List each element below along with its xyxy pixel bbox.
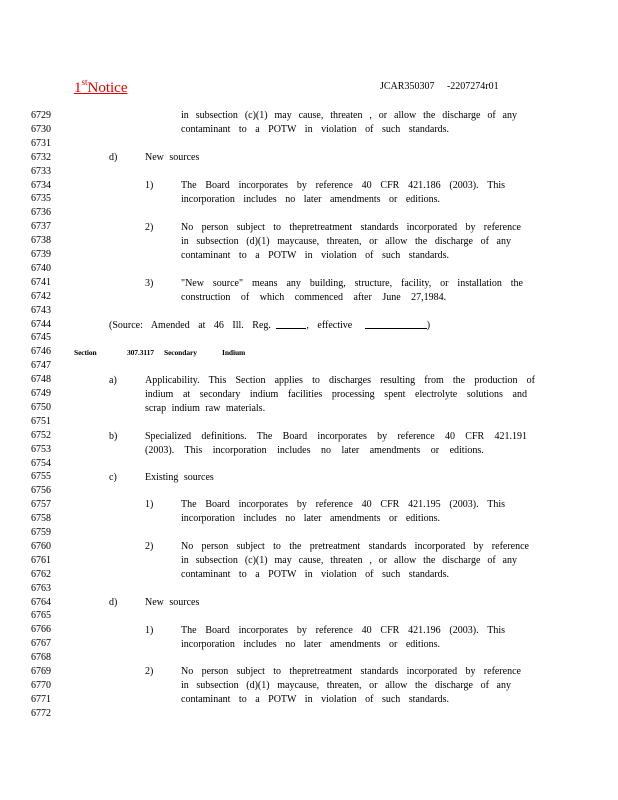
paragraph-line: (2003). This incorporation includes no later amendments or editions. xyxy=(145,445,484,456)
line-number: 6750 xyxy=(31,401,51,413)
line-number: 6765 xyxy=(31,610,51,622)
paragraph-line: construction of which commenced after June 27,1984. xyxy=(181,292,447,303)
subsection-title: New sources xyxy=(145,152,200,163)
paragraph-line: incorporation includes no later amendments or editions. xyxy=(181,194,440,205)
line-number: 6733 xyxy=(31,165,51,177)
subsection-title: New sources xyxy=(145,597,200,608)
line-number: 6748 xyxy=(31,374,51,386)
line-number: 6752 xyxy=(31,429,51,441)
paragraph-line: contaminant to a POTW in violation of such standards. xyxy=(181,569,450,580)
line-number: 6737 xyxy=(31,221,51,233)
line-number: 6760 xyxy=(31,540,51,552)
paragraph-line: No person subject to thepretreatment standards incorporated by reference xyxy=(181,222,521,233)
item-label: 3) xyxy=(145,278,154,289)
line-number: 6739 xyxy=(31,249,51,260)
line-number: 6745 xyxy=(31,332,51,344)
line-number: 6769 xyxy=(31,666,51,677)
line-number: 6746 xyxy=(31,346,51,358)
subsection-label: a) xyxy=(109,375,117,386)
notice-heading: 1stNotice xyxy=(74,77,128,96)
line-number: 6747 xyxy=(31,360,51,372)
paragraph-line: The Board incorporates by reference 40 CFR 421.196 (2003). This xyxy=(181,625,505,636)
item-label: 2) xyxy=(145,222,154,233)
line-number: 6730 xyxy=(31,123,51,135)
line-number: 6751 xyxy=(31,415,51,427)
register-blank xyxy=(276,318,306,329)
line-number: 6736 xyxy=(31,207,51,219)
line-number: 6732 xyxy=(31,151,51,163)
line-number: 6743 xyxy=(31,304,51,316)
line-number: 6768 xyxy=(31,652,51,664)
line-number: 6756 xyxy=(31,485,51,497)
paragraph-line: in subsection (d)(1) maycause, threaten, or allow the discharge of any xyxy=(181,680,511,691)
paragraph-line: contaminant to a POTW in violation of such standards. xyxy=(181,694,450,705)
section-heading-label: Section xyxy=(74,348,97,357)
subsection-title: Existing sources xyxy=(145,472,214,483)
paragraph-line: indium at secondary indium facilities processing spent electrolyte solutions and xyxy=(145,389,527,400)
line-number: 6767 xyxy=(31,638,51,650)
item-label: 2) xyxy=(145,666,154,677)
line-number: 6763 xyxy=(31,582,51,594)
line-number: 6764 xyxy=(31,596,51,608)
line-number: 6761 xyxy=(31,554,51,566)
item-label: 2) xyxy=(145,541,154,552)
line-number: 6766 xyxy=(31,624,51,636)
paragraph-line: Applicability. This Section applies to discharges resulting from the production of xyxy=(145,375,535,386)
line-number: 6759 xyxy=(31,527,51,538)
line-number: 6738 xyxy=(31,235,51,247)
subsection-label: d) xyxy=(109,597,118,608)
line-number: 6742 xyxy=(31,290,51,302)
paragraph-line: scrap indium raw materials. xyxy=(145,403,266,414)
subsection-label: d) xyxy=(109,152,118,163)
source-note: (Source: Amended at 46 Ill. Reg. , effective ) xyxy=(109,320,431,331)
line-number: 6729 xyxy=(31,110,51,121)
line-number: 6753 xyxy=(31,443,51,455)
line-number: 6754 xyxy=(31,457,51,469)
subsection-label: c) xyxy=(109,472,117,483)
line-number: 6755 xyxy=(31,471,51,483)
item-label: 1) xyxy=(145,180,154,191)
line-number: 6749 xyxy=(31,388,51,399)
section-heading-title: Secondary xyxy=(164,348,197,357)
item-label: 1) xyxy=(145,625,154,636)
paragraph-line: in subsection (d)(1) maycause, threaten, or allow the discharge of any xyxy=(181,236,511,247)
item-label: 1) xyxy=(145,499,154,510)
paragraph-line: The Board incorporates by reference 40 CFR 421.195 (2003). This xyxy=(181,499,505,510)
line-number: 6758 xyxy=(31,513,51,525)
paragraph-line: No person subject to thepretreatment standards incorporated by reference xyxy=(181,666,521,677)
line-number: 6735 xyxy=(31,193,51,205)
line-number: 6771 xyxy=(31,693,51,705)
line-number: 6770 xyxy=(31,679,51,691)
paragraph-line: in subsection (c)(1) may cause, threaten , or allow the discharge of any xyxy=(181,110,517,121)
line-number: 6772 xyxy=(31,707,51,719)
line-number: 6741 xyxy=(31,276,51,288)
line-number: 6757 xyxy=(31,499,51,511)
paragraph-line: contaminant to a POTW in violation of such standards. xyxy=(181,124,450,135)
paragraph-line: "New source" means any building, structure, facility, or installation the xyxy=(181,278,523,289)
paragraph-line: The Board incorporates by reference 40 CFR 421.186 (2003). This xyxy=(181,180,505,191)
paragraph-line: incorporation includes no later amendments or editions. xyxy=(181,513,440,524)
line-number: 6744 xyxy=(31,318,51,330)
section-heading-number: 307.3117 xyxy=(127,348,154,357)
paragraph-line: contaminant to a POTW in violation of such standards. xyxy=(181,250,450,261)
line-number: 6740 xyxy=(31,262,51,274)
section-heading-title: Indium xyxy=(222,348,246,357)
document-id: JCAR350307 -2207274r01 xyxy=(380,81,499,92)
paragraph-line: in subsection (c)(1) may cause, threaten , or allow the discharge of any xyxy=(181,555,517,566)
subsection-label: b) xyxy=(109,431,118,442)
line-number: 6734 xyxy=(31,179,51,191)
line-number: 6762 xyxy=(31,568,51,580)
line-number: 6731 xyxy=(31,137,51,149)
effective-date-blank xyxy=(365,318,427,329)
paragraph-line: No person subject to the pretreatment standards incorporated by reference xyxy=(181,541,529,552)
paragraph-line: incorporation includes no later amendments or editions. xyxy=(181,639,440,650)
paragraph-line: Specialized definitions. The Board incorporates by reference 40 CFR 421.191 xyxy=(145,431,527,442)
